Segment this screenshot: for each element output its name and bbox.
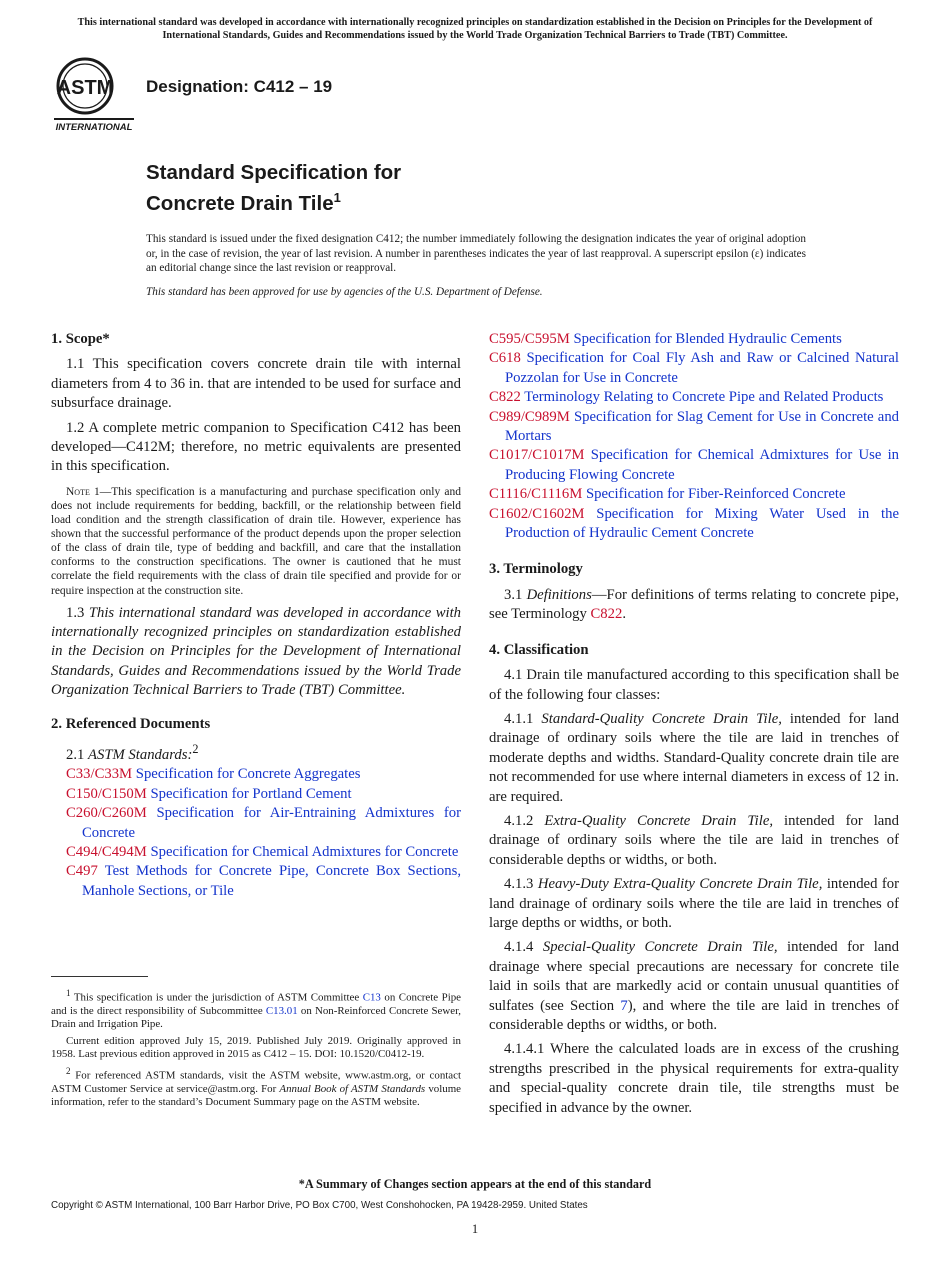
reference-code-link[interactable]: C1602/C1602M [489,505,585,522]
subcommittee-c13-01-link[interactable]: C13.01 [265,1005,298,1018]
wto-notice: This international standard was developed in accordance with internationally recognized principles on standardization established in the Decision on Principles for the Development of International Standards, Guides and Recommendations issued by the World Trade Organization Technical Barriers to Trade (TBT) Committee. [77,17,873,41]
issue-statement: This standard is issued under the fixed designation C412; the number immediately following the designation indicates the year of original adoption or, in the case of revision, the year of last revision. A number in parentheses indicates the year of last reapproval. A superscript epsilon (ε) indicates an editorial change since the last revision or reapproval. [146,233,806,274]
references-intro: 2.1 ASTM Standards:$^2$ [66,742,199,763]
reference-title-link[interactable]: Specification for Chemical Admixtures for Use in Producing Flowing Concrete [505,447,899,483]
classification-4-1-4: 4.1.4 Special-Quality Concrete Drain Tile, intended for land drainage where special precautions are necessary for concrete tile laid in soils that are markedly acid or contain unusual quantities of sulfates (see Section 7), and where the tile are laid in trenches of considerable depths or widths, or both. [489,939,899,1033]
scope-1-2: 1.2 A complete metric companion to Specification C412 has been developed—C412M; therefore, no metric equivalents are presented in this specification. [51,419,461,475]
footnote-2: $^2$ For referenced ASTM standards, visit the ASTM website, www.astm.org, or contact ASTM Customer Service at service@astm.org. For Annual Book of ASTM Standards volume information, refer to the standard’s Document Summary page on the ASTM website. [51,1065,461,1109]
reference-item [489,485,899,504]
classification-item: 4.1.3 Heavy-Duty Extra-Quality Concrete Drain Tile, intended for land drainage of ordinary soils where the tile are laid in trenches of large depths or widths, or both. [489,876,900,931]
classification-4-1: 4.1 Drain tile manufactured according to this specification shall be of the following four classes: [489,667,899,703]
reference-item [489,408,899,447]
reference-code-link[interactable]: C1116/C1116M [489,486,583,503]
section-scope-heading: 1. Scope* [51,331,110,347]
reference-item [489,388,899,407]
scope-1-3-text: This international standard was developed in accordance with internationally recognized principles on standardization established in the Decision on Principles for the Development of International Standards, Guides and Recommendations issued by the World Trade Organization Technical Barriers to Trade (TBT) Committee. [51,604,461,699]
reference-title-link[interactable]: Specification for Blended Hydraulic Cements [573,331,842,347]
left-column [51,330,461,901]
reference-title-link[interactable]: Specification for Chemical Admixtures for Concrete [150,843,459,860]
reference-item [51,765,461,784]
reference-title-link[interactable]: Test Methods for Concrete Pipe, Concrete Box Sections, Manhole Sections, or Tile [82,863,461,899]
reference-code-link[interactable]: C33/C33M [66,766,133,783]
reference-code-link[interactable]: C150/C150M [66,785,147,802]
reference-item [489,330,899,349]
reference-code-link[interactable]: C494/C494M [66,843,147,860]
footnote-1: $^1$ This specification is under the jurisdiction of ASTM Committee C13 on Concrete Pipe and is the direct responsibility of Subcommittee C13.01 on Non-Reinforced Concrete Sewer, Drain and Irrigation Pipe. [51,988,462,1031]
scope-1-3: 1.3 This international standard was developed in accordance with internationally recognized principles on standardization established in the Decision on Principles for the Development of International Standards, Guides and Recommendations issued by the World Trade Organization Technical Barriers to Trade (TBT) Committee. [51,604,461,699]
title-line2: Concrete Drain Tile$^1$ [146,190,341,215]
note-label: Note 1 [66,485,100,498]
footnote-1-edition: Current edition approved July 15, 2019. Published July 2019. Originally approved in 1958. Last previous edition approved in 2015 as C412 – 15. DOI: 10.1520/C0412-19. [51,1034,461,1061]
copyright: Copyright © ASTM International, 100 Barr Harbor Drive, PO Box C700, West Conshohocken, PA 19428-2959. United States [51,1200,588,1211]
section-references-heading: 2. Referenced Documents [51,715,211,732]
right-column [489,330,899,1123]
reference-code-link[interactable]: C260/C260M [66,805,147,822]
reference-list-left [51,765,461,901]
committee-c13-link[interactable]: C13 [362,991,381,1004]
approval-statement: This standard has been approved for use by agencies of the U.S. Department of Defense. [146,286,543,298]
footnote-divider [51,976,148,977]
terminology-3-1: 3.1 Definitions—For definitions of terms relating to concrete pipe, see Terminology C822. [489,586,899,623]
page-title [146,160,401,216]
footnotes [51,987,461,1113]
title-line1: Standard Specification for [146,161,402,184]
reference-title-link[interactable]: Terminology Relating to Concrete Pipe and Related Products [524,389,884,406]
classification-items [489,710,899,933]
reference-title-link[interactable]: Specification for Fiber-Reinforced Concrete [585,486,846,503]
classification-4-1-4-1: 4.1.4.1 Where the calculated loads are in excess of the crushing strengths prescribed in the physical requirements for extra-quality and special-quality concrete drain tile, tile strengths must be specified in advance by the owner. [489,1041,899,1116]
terminology-link-c822[interactable]: C822 [590,606,623,623]
reference-list-right [489,330,899,543]
title-footnote-ref[interactable]: 1 [333,190,341,205]
note-1 [51,485,461,598]
reference-code-link[interactable]: C1017/C1017M [489,447,585,464]
svg-text:ASTM: ASTM [56,77,114,99]
section-terminology-heading: 3. Terminology [489,561,583,578]
reference-title-link[interactable]: Specification for Slag Cement for Use in Concrete and Mortars [505,408,900,445]
page-number: 1 [471,1222,479,1236]
section-classification-heading: 4. Classification [489,641,589,658]
reference-title-link[interactable]: Specification for Coal Fly Ash and Raw or Calcined Natural Pozzolan for Use in Concrete [505,350,900,386]
logo-text: INTERNATIONAL [55,122,133,133]
reference-item [489,446,899,485]
reference-code-link[interactable]: C822 [489,389,521,406]
section-7-link[interactable]: 7 [620,997,628,1014]
reference-item [51,843,461,862]
reference-title-link[interactable]: Specification for Portland Cement [150,785,352,802]
classification-item: 4.1.2 Extra-Quality Concrete Drain Tile, intended for land drainage of ordinary soils where the tile are laid in trenches of considerable depths or widths, or both. [489,812,899,868]
summary-of-changes-note: *A Summary of Changes section appears at the end of this standard [298,1177,652,1191]
reference-code-link[interactable]: C497 [66,863,98,880]
astm-logo-icon [54,56,136,134]
reference-title-link[interactable]: Specification for Mixing Water Used in the Production of Hydraulic Cement Concrete [505,505,899,542]
reference-item [51,862,461,901]
reference-code-link[interactable]: C989/C989M [489,408,570,425]
reference-code-link[interactable]: C618 [489,350,521,367]
reference-item [489,505,899,544]
reference-item [51,785,461,804]
designation: Designation: C412 – 19 [146,77,333,96]
reference-title-link[interactable]: Specification for Concrete Aggregates [135,766,361,783]
note-text: —This specification is a manufacturing and purchase specification only and does not include requirements for bedding, backfill, or the relationship between field load condition and the strength classification of drain tile. However, experience has shown that the successful performance of the product depends upon the proper selection of the class of drain tile, type of bedding and backfill, and care that the installation conforms to the construction specifications. The owner is cautioned that he must correlate the field requirements with the class of drain tile specified and provide for or require inspection at the construction site. [51,485,461,597]
reference-title-link[interactable]: Specification for Air-Entraining Admixtures for Concrete [82,805,461,841]
reference-code-link[interactable]: C595/C595M [489,331,570,347]
intro-footnote-ref[interactable]: 2 [192,742,199,757]
reference-item [51,804,461,843]
scope-1-1: 1.1 This specification covers concrete drain tile with internal diameters from 4 to 36 in. that are intended to be used for surface and subsurface drainage. [51,356,461,412]
reference-item [489,349,899,388]
classification-item: 4.1.1 Standard-Quality Concrete Drain Tile, intended for land drainage of ordinary soils where the tile are laid in trenches of moderate depths and widths. Standard-Quality concrete drain tile are not recommended for use where internal diameters in excess of 12 in. are required. [489,710,899,805]
